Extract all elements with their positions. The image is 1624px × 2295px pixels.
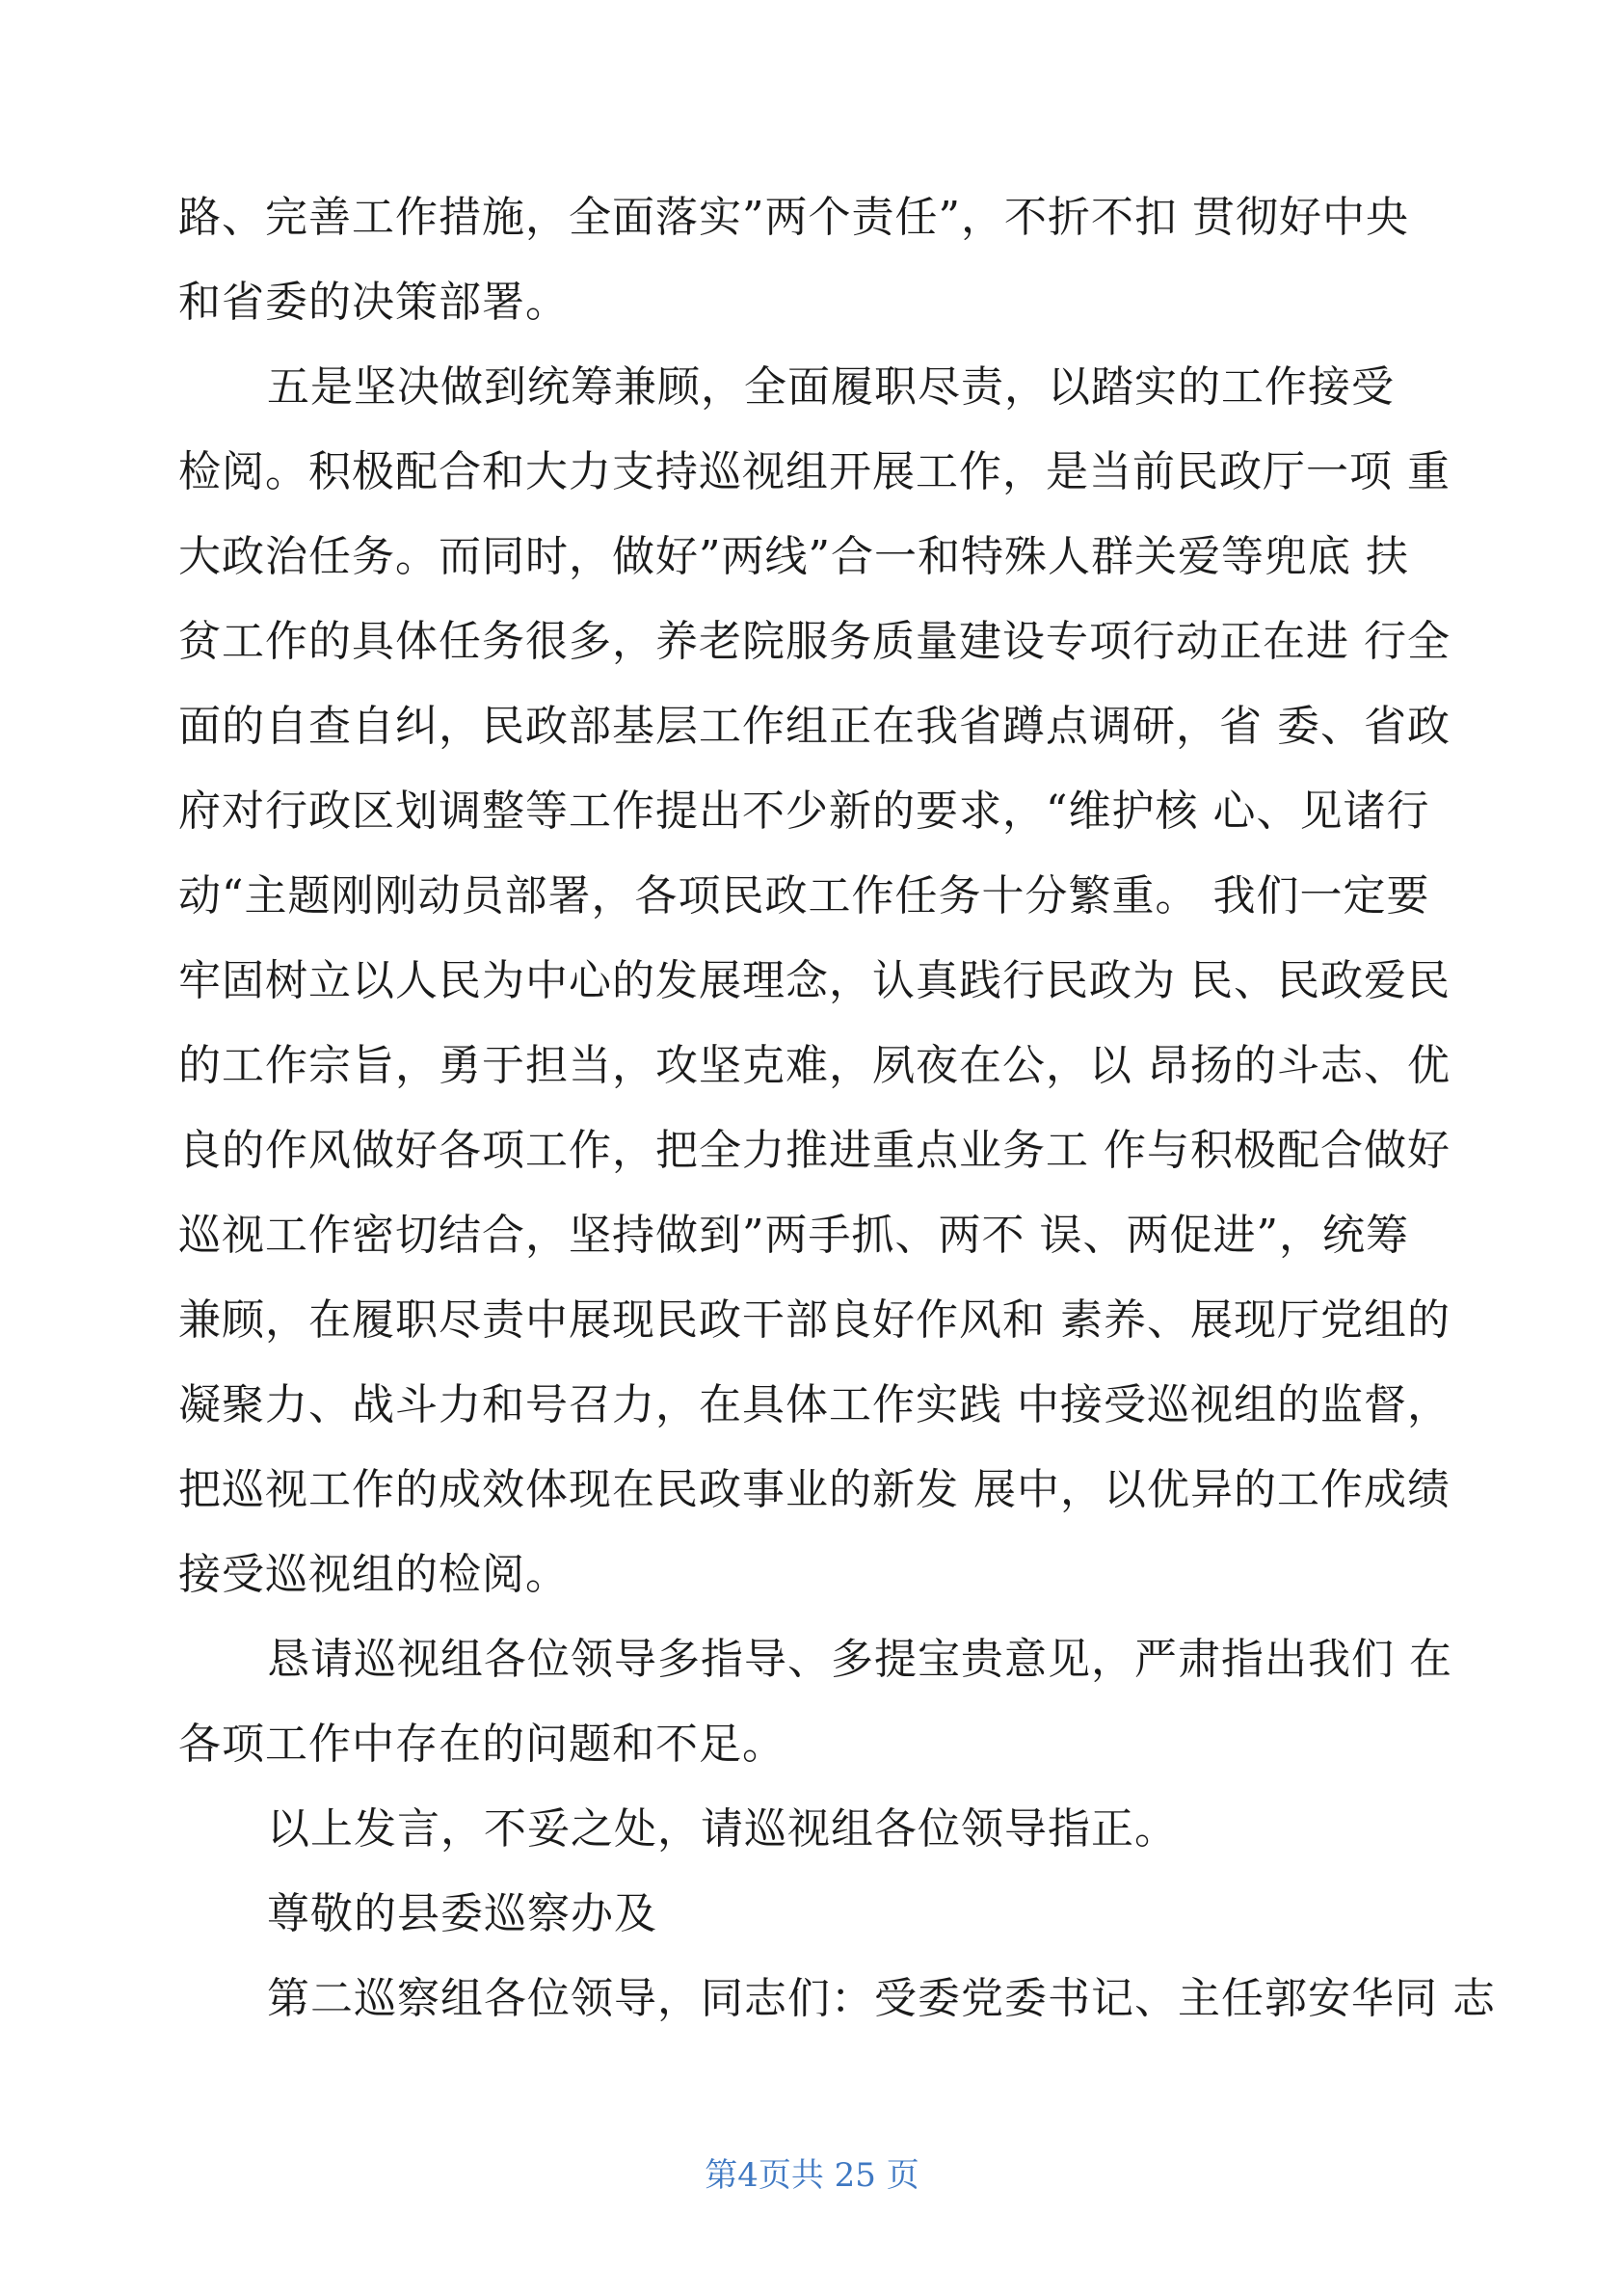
paragraph-start-line: 以上发言，不妥之处，请巡视组各位领导指正。 [267, 1804, 1178, 1854]
text-line: 良的作风做好各项工作，把全力推进重点业务工 作与积极配合做好 [178, 1126, 1451, 1175]
text-line: 牢固树立以人民为中心的发展理念，认真践行民政为 民、民政爱民 [178, 956, 1451, 1005]
text-line: 和省委的决策部署。 [178, 278, 569, 327]
text-line: 大政治任务。而同时，做好”两线”合一和特殊人群关爱等兜底 扶 [178, 532, 1409, 581]
text-line: 把巡视工作的成效体现在民政事业的新发 展中，以优异的工作成绩 [178, 1465, 1451, 1514]
text-line: 路、完善工作措施，全面落实”两个责任”，不折不扣 贯彻好中央 [178, 193, 1409, 242]
text-line: 府对行政区划调整等工作提出不少新的要求，“维护核 心、见诸行 [178, 787, 1430, 836]
text-line: 面的自查自纠，民政部基层工作组正在我省蹲点调研，省 委、省政 [178, 702, 1451, 751]
paragraph-start-line: 尊敬的县委巡察办及 [267, 1889, 657, 1938]
text-line: 贫工作的具体任务很多，养老院服务质量建设专项行动正在进 行全 [178, 617, 1451, 666]
text-line: 凝聚力、战斗力和号召力，在具体工作实践 中接受巡视组的监督， [178, 1380, 1451, 1429]
text-line: 各项工作中存在的问题和不足。 [178, 1720, 785, 1769]
document-body [178, 175, 1496, 2041]
text-line: 的工作宗旨，勇于担当，攻坚克难，夙夜在公，以 昂扬的斗志、优 [178, 1041, 1451, 1090]
text-line: 动“主题刚刚动员部署，各项民政工作任务十分繁重。 我们一定要 [178, 871, 1430, 921]
paragraph-start-line: 五是坚决做到统筹兼顾，全面履职尽责，以踏实的工作接受 [267, 362, 1395, 412]
paragraph-start-line: 恳请巡视组各位领导多指导、多提宝贵意见，严肃指出我们 在 [267, 1635, 1452, 1684]
page-number-footer: 第4页共 25 页 [705, 2156, 919, 2195]
text-line: 接受巡视组的检阅。 [178, 1550, 569, 1599]
paragraph-start-line: 第二巡察组各位领导，同志们：受委党委书记、主任郭安华同 志 [267, 1974, 1496, 2023]
text-line: 巡视工作密切结合，坚持做到”两手抓、两不 误、两促进”，统筹 [178, 1211, 1409, 1260]
text-line: 检阅。积极配合和大力支持巡视组开展工作，是当前民政厅一项 重 [178, 447, 1451, 496]
text-line: 兼顾，在履职尽责中展现民政干部良好作风和 素养、展现厅党组的 [178, 1295, 1451, 1345]
